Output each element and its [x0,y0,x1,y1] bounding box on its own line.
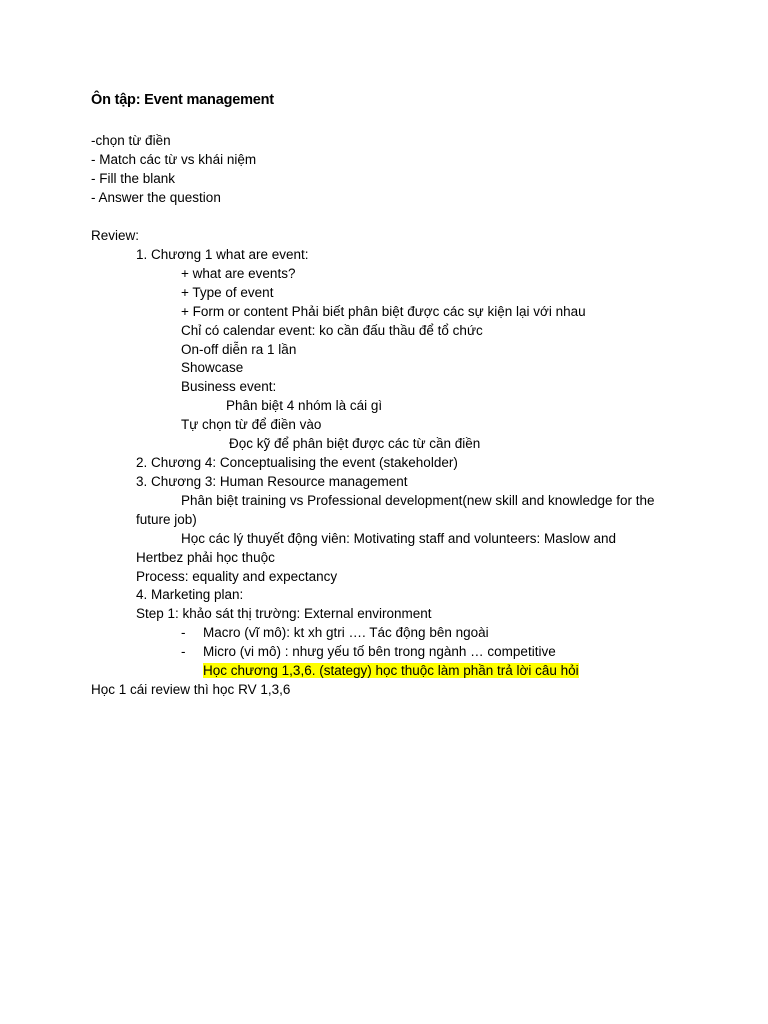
chapter-1-item: On-off diễn ra 1 lần [181,342,297,357]
chapter-1-item: Showcase [181,360,244,375]
chapter-3-process: Process: equality and expectancy [136,569,338,584]
task-line: -chọn từ điền [91,133,171,148]
review-heading: Review: [91,228,140,243]
chapter-3-training-line: future job) [136,512,197,527]
footer-note: Học 1 cái review thì học RV 1,3,6 [91,682,291,697]
highlight-span: Học chương 1,3,6. (stategy) học thuộc làm phần trả lời câu hỏi [203,663,579,678]
chapter-1-heading: 1. Chương 1 what are event: [136,247,309,262]
bullet-dash: - [181,644,186,659]
document-title: Ôn tập: Event management [91,92,274,108]
task-line: - Answer the question [91,190,221,205]
chapter-4-heading: 2. Chương 4: Conceptualising the event (stakeholder) [136,455,458,470]
chapter-3-training-line: Phân biệt training vs Professional development(new skill and knowledge for the [181,493,655,508]
chapter-3-heading: 3. Chương 3: Human Resource management [136,474,408,489]
business-event-note: Phân biệt 4 nhóm là cái gì [226,398,383,413]
chapter-1-item: + Type of event [181,285,274,300]
task-line: - Fill the blank [91,171,176,186]
fill-in-note: Đọc kỹ để phân biệt được các từ cần điền [229,436,481,451]
chapter-3-motivation-line: Học các lý thuyết động viên: Motivating staff and volunteers: Maslow and [181,531,616,546]
bullet-dash: - [181,625,186,640]
chapter-3-motivation-line: Hertbez phải học thuộc [136,550,275,565]
fill-in-item: Tự chọn từ để điền vào [181,417,322,432]
chapter-1-item: + Form or content Phải biết phân biệt được các sự kiện lại với nhau [181,304,586,319]
chapter-1-item: + what are events? [181,266,296,281]
highlighted-note [203,661,579,680]
chapter-1-item: Business event: [181,379,277,394]
task-line: - Match các từ vs khái niệm [91,152,257,167]
chapter-1-item: Chỉ có calendar event: ko cần đấu thầu để tổ chức [181,323,483,338]
step-1-macro: Macro (vĩ mô): kt xh gtri …. Tác động bên ngoài [203,625,489,640]
step-1-micro: Micro (vi mô) : nhưg yếu tố bên trong ngành … competitive [203,644,556,659]
marketing-plan-heading: 4. Marketing plan: [136,587,244,602]
step-1-line: Step 1: khảo sát thị trường: External environment [136,606,432,621]
